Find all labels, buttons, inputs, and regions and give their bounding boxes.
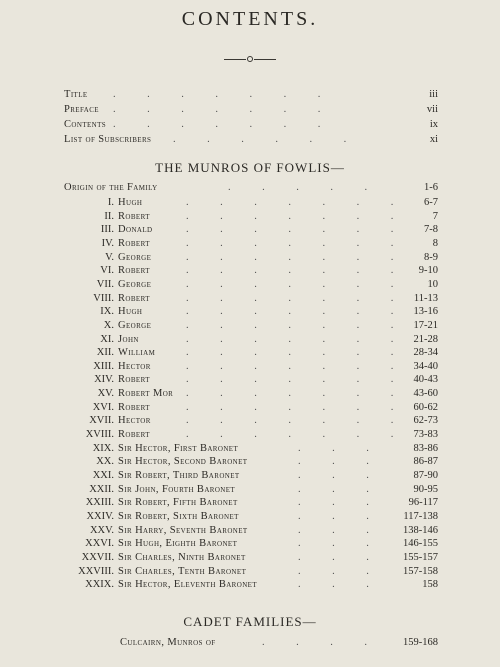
chief-row [0, 223, 500, 237]
leader-dots: . . . . . . . [186, 224, 394, 236]
entry-page: 60-62 [413, 401, 438, 413]
leader-dots: . . . [298, 456, 369, 468]
entry-page: 155-157 [403, 551, 438, 563]
leader-dots: . . . [298, 565, 369, 577]
entry-page: 28-34 [413, 347, 438, 359]
entry-title: Sir Robert, Third Baronet [118, 470, 240, 481]
entry-page: ix [429, 119, 438, 130]
leader-dots: . . . [298, 483, 369, 495]
origin-row [0, 181, 500, 195]
chief-row [0, 469, 500, 483]
chief-row [0, 264, 500, 278]
entry-number: V. [105, 251, 114, 263]
entry-title: Robert Mor [118, 388, 174, 400]
chief-row [0, 319, 500, 333]
chief-row [0, 387, 500, 401]
entry-title: Origin of the Family [64, 182, 158, 193]
chief-row [0, 537, 500, 551]
chief-row [0, 578, 500, 592]
chief-row [0, 401, 500, 415]
entry-number: III. [100, 224, 114, 236]
page-title: CONTENTS. [181, 8, 319, 30]
leader-dots: . . . . . . . [113, 119, 321, 130]
chief-row [0, 278, 500, 292]
entry-title: List of Subscribers [64, 134, 152, 145]
entry-title: Hugh [118, 306, 143, 318]
leader-dots: . . . [298, 510, 369, 522]
entry-page: 62-73 [413, 415, 438, 427]
entry-number: XV. [97, 388, 114, 400]
leader-dots: . . . . . . . [186, 360, 394, 372]
leader-dots: . . . . . . . [186, 306, 394, 318]
entry-page: 96-117 [408, 497, 438, 509]
chief-row [0, 333, 500, 347]
leader-dots: . . . [298, 551, 369, 563]
entry-page: 86-87 [413, 456, 438, 468]
chief-row [0, 196, 500, 210]
chief-row [0, 360, 500, 374]
chief-row [0, 251, 500, 265]
entry-page: 11-13 [413, 292, 438, 304]
entry-number: VI. [100, 265, 114, 277]
entry-title: Sir John, Fourth Baronet [118, 483, 236, 495]
entry-page: iii [429, 89, 438, 100]
leader-dots: . . . [298, 524, 369, 536]
leader-dots: . . . . . . . [186, 319, 394, 331]
entry-title: Hector [118, 415, 151, 427]
entry-number: XXIII. [85, 497, 114, 509]
entry-number: XXII. [89, 483, 114, 495]
leader-dots: . . . [298, 470, 369, 481]
leader-dots: . . . . . . [173, 134, 347, 145]
entry-page: 8 [432, 237, 438, 249]
entry-page: 34-40 [413, 360, 438, 372]
leader-dots: . . . . . . . [186, 415, 394, 427]
ornament-circle [247, 56, 253, 62]
entry-number: XXI. [92, 470, 114, 481]
chief-row [0, 428, 500, 442]
entry-title: Hector [118, 360, 151, 372]
entry-number: XX. [96, 456, 114, 468]
leader-dots: . . . . . . . [186, 251, 394, 263]
entry-title: Sir Charles, Ninth Baronet [118, 551, 246, 563]
entry-number: XVIII. [85, 429, 114, 441]
entry-page: 7-8 [424, 224, 438, 236]
front-matter-row [0, 88, 500, 102]
entry-title: William [118, 347, 156, 359]
entry-title: John [118, 333, 139, 345]
entry-number: VII. [96, 278, 114, 290]
leader-dots: . . . . . . . [186, 197, 394, 208]
leader-dots: . . . [298, 538, 369, 550]
entry-number: XI. [100, 333, 114, 345]
entry-page: 87-90 [413, 470, 438, 481]
entry-title: Robert [118, 374, 150, 386]
leader-dots: . . . . . . . [186, 265, 394, 277]
entry-number: I. [107, 197, 114, 208]
chief-row [0, 524, 500, 538]
entry-title: George [118, 278, 152, 290]
entry-number: XXIX. [85, 579, 114, 591]
entry-title: Preface [64, 104, 99, 115]
entry-title: Sir Hector, Second Baronet [118, 456, 248, 468]
chief-row [0, 237, 500, 251]
entry-number: X. [103, 319, 114, 331]
entry-title: Sir Robert, Fifth Baronet [118, 497, 238, 509]
entry-title: Robert [118, 429, 150, 441]
entry-title: Robert [118, 237, 150, 249]
entry-number: XII. [96, 347, 114, 359]
entry-page: 7 [432, 210, 438, 222]
entry-page: 158 [422, 579, 438, 591]
entry-number: IX. [100, 306, 114, 318]
leader-dots: . . . . . . . [186, 347, 394, 359]
leader-dots: . . . . . . . [186, 210, 394, 222]
entry-page: 73-83 [413, 429, 438, 441]
entry-title: Sir Charles, Tenth Baronet [118, 565, 247, 577]
entry-number: XIV. [94, 374, 114, 386]
leader-dots: . . . . . . . [113, 104, 321, 115]
entry-page: 83-86 [413, 442, 438, 454]
entry-title: Sir Harry, Seventh Baronet [118, 524, 248, 536]
leader-dots: . . . . [262, 637, 367, 648]
chief-row [0, 373, 500, 387]
leader-dots: . . . . . [228, 182, 368, 193]
section-heading-cadets: CADET FAMILIES— [183, 614, 317, 629]
leader-dots: . . . [298, 579, 369, 591]
entry-title: Sir Hector, Eleventh Baronet [118, 579, 258, 591]
leader-dots: . . . . . . . [186, 429, 394, 441]
entry-page: 9-10 [418, 265, 438, 277]
entry-number: XXVI. [85, 538, 114, 550]
chief-row [0, 442, 500, 456]
entry-page: 159-168 [403, 637, 438, 648]
front-matter-row [0, 118, 500, 132]
entry-page: 157-158 [403, 565, 438, 577]
chief-row [0, 483, 500, 497]
leader-dots: . . . . . . . [186, 237, 394, 249]
entry-title: Sir Robert, Sixth Baronet [118, 510, 239, 522]
entry-number: XVII. [89, 415, 114, 427]
entry-number: II. [104, 210, 114, 222]
entry-title: Contents [64, 119, 107, 130]
chief-row [0, 346, 500, 360]
chief-row [0, 305, 500, 319]
ornament-rule [224, 56, 276, 64]
entry-title: George [118, 319, 152, 331]
entry-number: IV. [101, 237, 114, 249]
chief-row [0, 210, 500, 224]
entry-title: Donald [118, 224, 153, 236]
cadet-row [0, 636, 500, 650]
leader-dots: . . . [298, 497, 369, 509]
leader-dots: . . . . . . . [186, 401, 394, 413]
section-heading-munros: THE MUNROS OF FOWLIS— [155, 160, 345, 175]
entry-title: Robert [118, 265, 150, 277]
entry-title: Title [64, 89, 88, 100]
chief-row [0, 496, 500, 510]
entry-page: 40-43 [413, 374, 438, 386]
entry-page: 8-9 [424, 251, 438, 263]
entry-number: XXVIII. [78, 565, 114, 577]
chief-row [0, 455, 500, 469]
entry-page: 43-60 [413, 388, 438, 400]
leader-dots: . . . . . . . [186, 388, 394, 400]
entry-number: XIII. [93, 360, 114, 372]
leader-dots: . . . [298, 442, 369, 454]
entry-page: 13-16 [413, 306, 438, 318]
rule-right [254, 59, 276, 60]
entry-number: XXIV. [86, 510, 114, 522]
chief-row [0, 510, 500, 524]
entry-number: VIII. [93, 292, 114, 304]
leader-dots: . . . . . . . [186, 333, 394, 345]
entry-title: George [118, 251, 152, 263]
chief-row [0, 565, 500, 579]
entry-page: xi [429, 134, 438, 145]
chief-row [0, 414, 500, 428]
entry-title: Robert [118, 210, 150, 222]
entry-page: 1-6 [424, 182, 438, 193]
entry-page: 117-138 [403, 510, 438, 522]
front-matter-row [0, 133, 500, 147]
entry-title: Hugh [118, 197, 143, 208]
front-matter-row [0, 103, 500, 117]
entry-number: XXVII. [81, 551, 114, 563]
entry-page: 138-146 [403, 524, 438, 536]
chief-row [0, 551, 500, 565]
leader-dots: . . . . . . . [186, 374, 394, 386]
entry-page: 90-95 [413, 483, 438, 495]
entry-page: 6-7 [424, 197, 438, 208]
leader-dots: . . . . . . . [186, 292, 394, 304]
entry-page: 146-155 [403, 538, 438, 550]
entry-title: Robert [118, 292, 150, 304]
chief-row [0, 292, 500, 306]
entry-page: 17-21 [413, 319, 438, 331]
entry-number: XIX. [92, 442, 114, 454]
entry-page: vii [426, 104, 438, 115]
leader-dots: . . . . . . . [186, 278, 394, 290]
entry-title: Culcairn, Munros of [120, 637, 216, 648]
entry-number: XVI. [92, 401, 114, 413]
entry-number: XXV. [89, 524, 114, 536]
entry-page: 21-28 [413, 333, 438, 345]
entry-page: 10 [427, 278, 438, 290]
entry-title: Robert [118, 401, 150, 413]
rule-left [224, 59, 246, 60]
entry-title: Sir Hugh, Eighth Baronet [118, 538, 238, 550]
entry-title: Sir Hector, First Baronet [118, 442, 239, 454]
leader-dots: . . . . . . . [113, 89, 321, 100]
